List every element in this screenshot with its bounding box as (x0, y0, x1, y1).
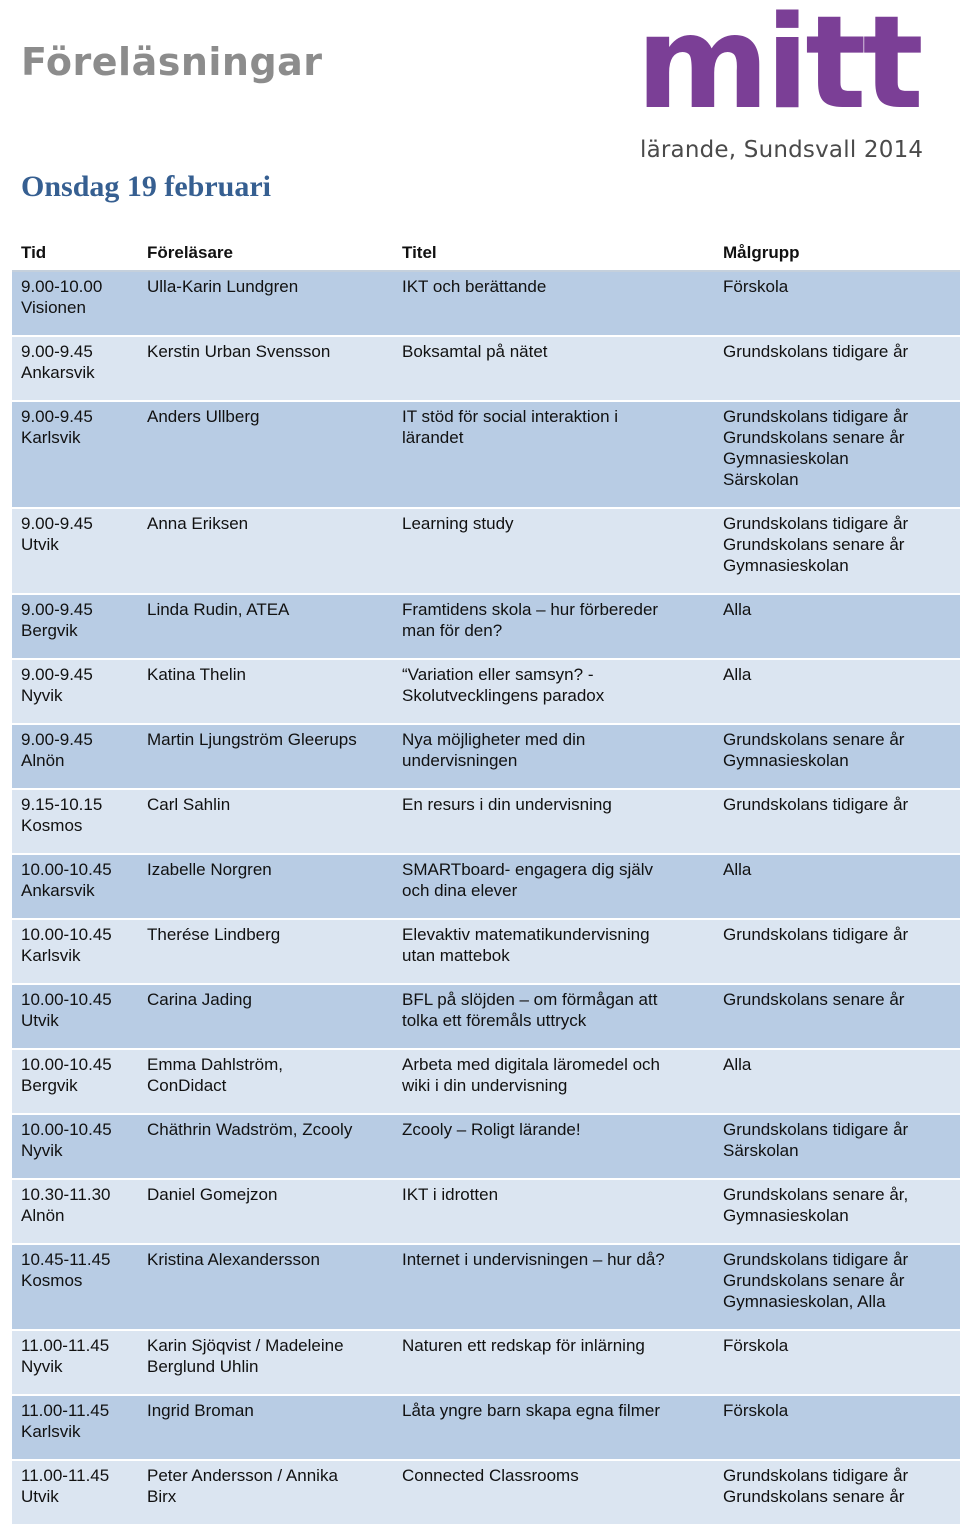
cell-forelasare: Carl Sahlin (147, 795, 231, 814)
date-heading: Onsdag 19 februari (21, 170, 272, 203)
cell-titel: IKT och berättande (402, 277, 547, 296)
cell-forelasare: Kristina Alexandersson (147, 1250, 320, 1269)
table-row (12, 595, 960, 660)
cell-titel: IT stöd för social interaktion i lärandet (402, 407, 619, 447)
cell-titel: Framtidens skola – hur förbereder man för den? (402, 600, 659, 640)
cell-malgrupp: Grundskolans senare år Gymnasieskolan (723, 730, 905, 770)
cell-titel: SMARTboard- engagera dig själv och dina elever (402, 860, 654, 900)
cell-malgrupp: Grundskolans senare år (723, 990, 905, 1009)
table-row (12, 1331, 960, 1396)
column-header-malgrupp: Målgrupp (723, 243, 800, 262)
cell-malgrupp: Grundskolans tidigare år Särskolan (723, 1120, 909, 1160)
cell-forelasare: Karin Sjöqvist / Madeleine Berglund Uhlin (147, 1336, 344, 1376)
table-row (12, 1115, 960, 1180)
cell-forelasare: Ingrid Broman (147, 1401, 254, 1420)
page-title: Föreläsningar (21, 40, 323, 84)
cell-forelasare: Kerstin Urban Svensson (147, 342, 331, 361)
cell-titel: Elevaktiv matematikundervisning utan mattebok (402, 925, 650, 965)
cell-forelasare: Martin Ljungström Gleerups (147, 730, 357, 749)
cell-forelasare: Therése Lindberg (147, 925, 281, 944)
cell-titel: En resurs i din undervisning (402, 795, 612, 814)
cell-titel: Nya möjligheter med din undervisningen (402, 730, 586, 770)
cell-tid: 10.00-10.45 Bergvik (21, 1055, 112, 1095)
cell-titel: Connected Classrooms (402, 1466, 579, 1485)
cell-malgrupp: Förskola (723, 1401, 789, 1420)
cell-tid: 10.00-10.45 Utvik (21, 990, 112, 1030)
mitt-larande-logo (636, 0, 936, 170)
cell-tid: 11.00-11.45 Nyvik (21, 1336, 110, 1376)
cell-titel: Internet i undervisningen – hur då? (402, 1250, 665, 1269)
table-row (12, 920, 960, 985)
table-body (12, 272, 960, 1526)
logo-word: mitt (636, 0, 920, 138)
cell-tid: 9.00-9.45 Ankarsvik (21, 342, 95, 382)
table-row (12, 1245, 960, 1331)
cell-tid: 11.00-11.45 Karlsvik (21, 1401, 110, 1441)
table-row (12, 1180, 960, 1245)
cell-forelasare: Chäthrin Wadström, Zcooly (147, 1120, 353, 1139)
cell-tid: 9.00-9.45 Nyvik (21, 665, 93, 705)
cell-tid: 9.00-9.45 Alnön (21, 730, 93, 770)
cell-titel: Arbeta med digitala läromedel och wiki i din undervisning (402, 1055, 660, 1095)
cell-malgrupp: Grundskolans tidigare år (723, 342, 909, 361)
cell-tid: 9.00-9.45 Utvik (21, 514, 93, 554)
cell-malgrupp: Alla (723, 600, 752, 619)
cell-malgrupp: Grundskolans tidigare år Grundskolans senare år Gymnasieskolan Särskolan (723, 407, 909, 489)
cell-malgrupp: Grundskolans tidigare år Grundskolans senare år Gymnasieskolan (723, 514, 909, 575)
cell-titel: Zcooly – Roligt lärande! (402, 1120, 581, 1139)
column-header-tid: Tid (21, 243, 47, 262)
cell-malgrupp: Förskola (723, 277, 789, 296)
cell-titel: BFL på slöjden – om förmågan att tolka ett föremåls uttryck (402, 990, 658, 1030)
cell-forelasare: Emma Dahlström, ConDidact (147, 1055, 284, 1095)
cell-malgrupp: Grundskolans tidigare år (723, 795, 909, 814)
cell-forelasare: Carina Jading (147, 990, 252, 1009)
cell-tid: 10.45-11.45 Kosmos (21, 1250, 111, 1290)
cell-malgrupp: Grundskolans tidigare år Grundskolans senare år (723, 1466, 909, 1506)
cell-tid: 9.00-10.00 Visionen (21, 277, 103, 317)
table-row (12, 337, 960, 402)
logo-subtitle: lärande, Sundsvall 2014 (640, 137, 924, 163)
schedule-table (12, 236, 960, 1526)
cell-titel: Låta yngre barn skapa egna filmer (402, 1401, 660, 1420)
cell-malgrupp: Grundskolans tidigare år (723, 925, 909, 944)
cell-malgrupp: Grundskolans tidigare år Grundskolans senare år Gymnasieskolan, Alla (723, 1250, 909, 1311)
cell-malgrupp: Förskola (723, 1336, 789, 1355)
table-row (12, 1396, 960, 1461)
cell-malgrupp: Alla (723, 1055, 752, 1074)
table-row (12, 509, 960, 595)
table-row (12, 725, 960, 790)
cell-tid: 10.00-10.45 Nyvik (21, 1120, 112, 1160)
cell-forelasare: Peter Andersson / Annika Birx (147, 1466, 338, 1506)
cell-titel: Boksamtal på nätet (402, 342, 548, 361)
table-row (12, 1050, 960, 1115)
cell-tid: 9.15-10.15 Kosmos (21, 795, 103, 835)
table-row (12, 660, 960, 725)
cell-malgrupp: Alla (723, 860, 752, 879)
cell-tid: 10.30-11.30 Alnön (21, 1185, 111, 1225)
cell-tid: 9.00-9.45 Karlsvik (21, 407, 93, 447)
cell-tid: 11.00-11.45 Utvik (21, 1466, 110, 1506)
cell-forelasare: Katina Thelin (147, 665, 246, 684)
table-row (12, 272, 960, 337)
cell-malgrupp: Alla (723, 665, 752, 684)
cell-titel: Learning study (402, 514, 514, 533)
cell-forelasare: Ulla-Karin Lundgren (147, 277, 299, 296)
cell-tid: 9.00-9.45 Bergvik (21, 600, 93, 640)
table-row (12, 1461, 960, 1526)
cell-titel: Naturen ett redskap för inlärning (402, 1336, 645, 1355)
cell-tid: 10.00-10.45 Ankarsvik (21, 860, 112, 900)
column-header-titel: Titel (402, 243, 437, 262)
cell-forelasare: Linda Rudin, ATEA (147, 600, 290, 619)
cell-titel: IKT i idrotten (402, 1185, 499, 1204)
cell-forelasare: Izabelle Norgren (147, 860, 272, 879)
cell-forelasare: Anna Eriksen (147, 514, 249, 533)
cell-titel: “Variation eller samsyn? - Skolutvecklingens paradox (402, 665, 605, 705)
table-row (12, 790, 960, 855)
table-row (12, 402, 960, 509)
table-row (12, 985, 960, 1050)
cell-malgrupp: Grundskolans senare år, Gymnasieskolan (723, 1185, 909, 1225)
cell-forelasare: Anders Ullberg (147, 407, 260, 426)
cell-tid: 10.00-10.45 Karlsvik (21, 925, 112, 965)
column-header-forelasare: Föreläsare (147, 243, 233, 262)
table-header (12, 236, 960, 272)
table-row (12, 855, 960, 920)
cell-forelasare: Daniel Gomejzon (147, 1185, 278, 1204)
